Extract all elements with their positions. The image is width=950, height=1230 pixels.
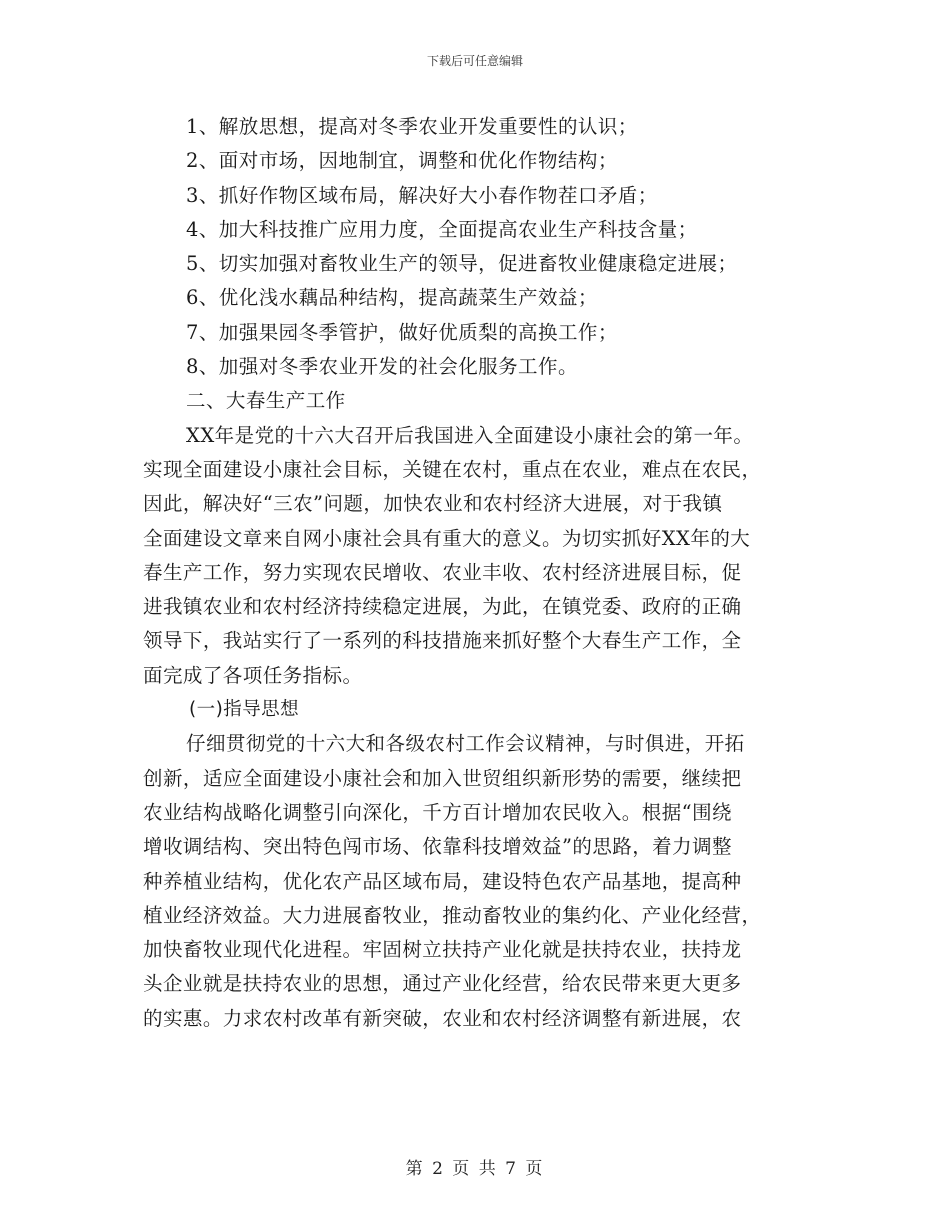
paragraph-line: 面完成了各项任务指标。 bbox=[143, 663, 363, 687]
paragraph-line: 仔细贯彻党的十六大和各级农村工作会议精神，与时俱进，开拓 bbox=[186, 732, 745, 756]
paragraph-line: 种养植业结构，优化农产品区域布局，建设特色农产品基地，提高种 bbox=[143, 869, 742, 893]
section-heading: 二、大春生产工作 bbox=[186, 389, 346, 413]
paragraph-line: 加快畜牧业现代化进程。牢固树立扶持产业化就是扶持农业，扶持龙 bbox=[143, 938, 742, 962]
paragraph-line: 进我镇农业和农村经济持续稳定进展，为此，在镇党委、政府的正确 bbox=[143, 595, 742, 619]
paragraph-line: 实现全面建设小康社会目标，关键在农村，重点在农业，难点在农民， bbox=[143, 457, 762, 481]
list-item-7: 7、加强果园冬季管护，做好优质梨的高换工作； bbox=[186, 320, 618, 344]
list-item-3: 3、抓好作物区域布局，解决好大小春作物茬口矛盾； bbox=[186, 183, 658, 207]
list-item-4: 4、加大科技推广应用力度，全面提高农业生产科技含量； bbox=[186, 217, 698, 241]
paragraph-line: 农业结构战略化调整引向深化，千方百计增加农民收入。根据“围绕 bbox=[143, 800, 732, 824]
page-number: 第 2 页 共 7 页 bbox=[405, 1159, 545, 1179]
paragraph-line: 增收调结构、突出特色闯市场、依靠科技增效益”的思路，着力调整 bbox=[143, 835, 732, 859]
paragraph-2 bbox=[143, 727, 813, 1036]
page-header: 下载后可任意编辑 bbox=[426, 54, 523, 68]
list-item-1: 1、解放思想，提高对冬季农业开发重要性的认识； bbox=[186, 115, 638, 138]
list-item-6: 6、优化浅水藕品种结构，提高蔬菜生产效益； bbox=[186, 286, 598, 310]
list-item-8: 8、加强对冬季农业开发的社会化服务工作。 bbox=[186, 355, 578, 379]
sub-heading: (一)指导思想 bbox=[189, 699, 300, 721]
paragraph-line: XX年是党的十六大召开后我国进入全面建设小康社会的第一年。 bbox=[186, 423, 754, 447]
paragraph-line: 因此，解决好“三农”问题，加快农业和农村经济大进展，对于我镇 bbox=[143, 492, 723, 516]
list-item-2: 2、面对市场，因地制宜，调整和优化作物结构； bbox=[186, 149, 618, 173]
paragraph-line: 植业经济效益。大力进展畜牧业，推动畜牧业的集约化、产业化经营， bbox=[143, 903, 762, 927]
document-body bbox=[143, 110, 813, 1036]
paragraph-1 bbox=[143, 419, 813, 693]
paragraph-line: 全面建设文章来自网小康社会具有重大的意义。为切实抓好XX年的大 bbox=[143, 526, 751, 550]
paragraph-line: 春生产工作，努力实现农民增收、农业丰收、农村经济进展目标，促 bbox=[143, 560, 742, 584]
paragraph-line: 的实惠。力求农村改革有新突破，农业和农村经济调整有新进展，农 bbox=[143, 1006, 742, 1030]
paragraph-line: 创新，适应全面建设小康社会和加入世贸组织新形势的需要，继续把 bbox=[143, 766, 742, 790]
paragraph-line: 头企业就是扶持农业的思想，通过产业化经营，给农民带来更大更多 bbox=[143, 972, 742, 996]
list-item-5: 5、切实加强对畜牧业生产的领导，促进畜牧业健康稳定进展； bbox=[186, 252, 738, 276]
paragraph-line: 领导下，我站实行了一系列的科技措施来抓好整个大春生产工作，全 bbox=[143, 629, 742, 653]
